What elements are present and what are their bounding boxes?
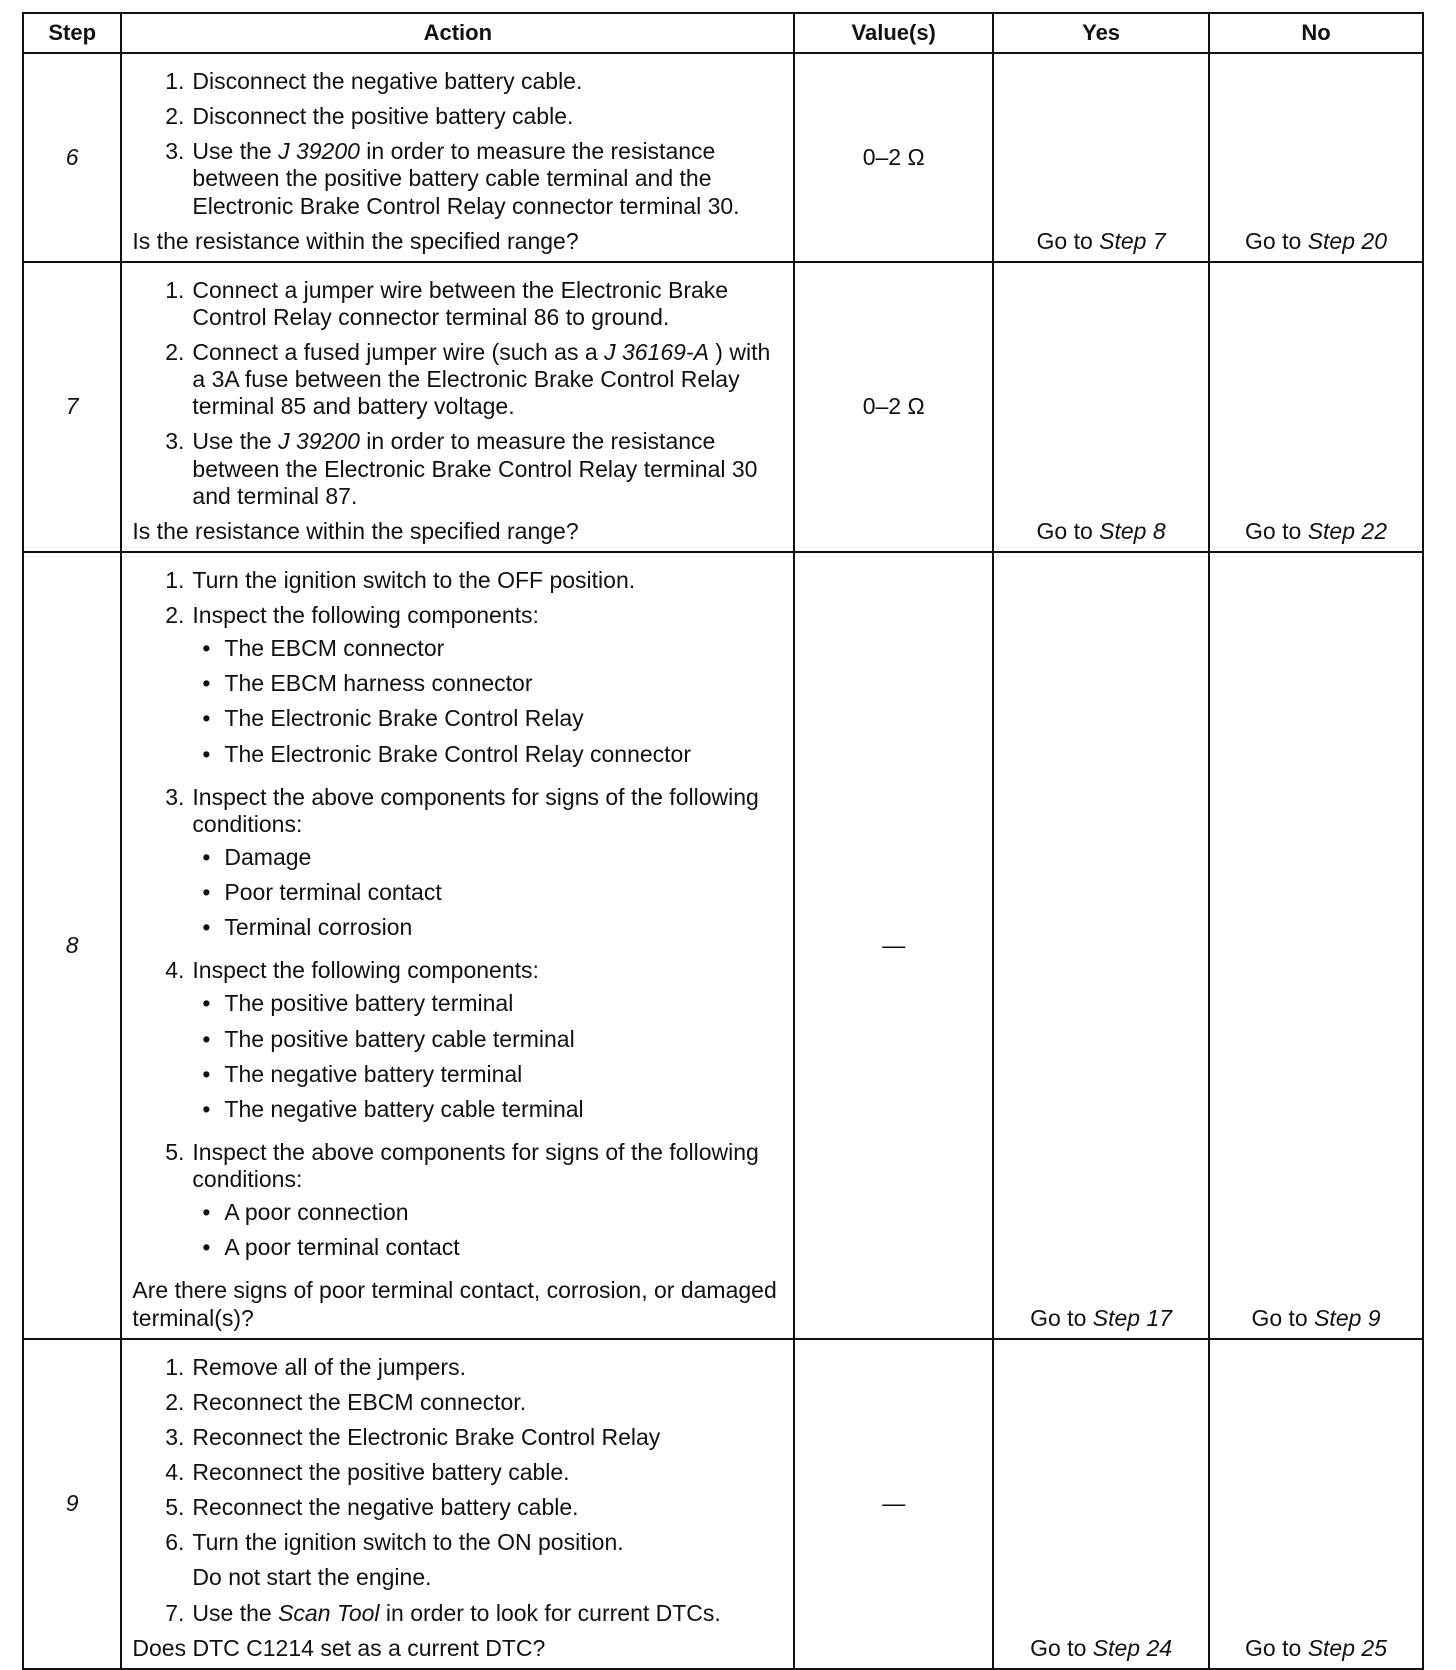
bullet-item: • A poor terminal contact bbox=[202, 1234, 783, 1261]
step-text bbox=[192, 1600, 783, 1627]
yes-cell bbox=[993, 552, 1209, 1339]
step-text bbox=[192, 957, 783, 1131]
step-text bbox=[192, 1389, 783, 1416]
goto-prefix: Go to bbox=[1245, 227, 1308, 254]
text: Reconnect the positive battery cable. bbox=[192, 1459, 570, 1485]
action-step bbox=[132, 1424, 783, 1451]
step-text bbox=[192, 1459, 783, 1486]
text: Disconnect the positive battery cable. bbox=[192, 103, 574, 130]
table-row bbox=[23, 1339, 1423, 1669]
text: Reconnect the Electronic Brake Control Relay bbox=[192, 1423, 661, 1450]
value-cell: — bbox=[794, 552, 993, 1339]
action-step bbox=[132, 567, 783, 594]
step-continuation: Do not start the engine. bbox=[192, 1564, 432, 1591]
bullet-item: • The positive battery cable terminal bbox=[202, 1026, 783, 1053]
table-row bbox=[23, 53, 1423, 262]
step-text bbox=[192, 602, 783, 776]
action-steps bbox=[132, 277, 783, 510]
goto-step-link: Step 17 bbox=[1092, 1304, 1173, 1331]
value-cell: 0–2 Ω bbox=[794, 262, 993, 552]
step-text bbox=[192, 1529, 783, 1591]
action-cell bbox=[121, 1339, 794, 1669]
step-text bbox=[192, 428, 783, 509]
question-text: Is the resistance within the specified range? bbox=[132, 517, 579, 544]
bullet-item: • A poor connection bbox=[202, 1199, 783, 1226]
step-index: 4. bbox=[165, 1459, 185, 1485]
text-pre: Use the bbox=[192, 428, 279, 455]
no-cell bbox=[1209, 53, 1423, 262]
action-step bbox=[132, 428, 783, 509]
value-cell: 0–2 Ω bbox=[794, 53, 993, 262]
action-step bbox=[132, 339, 783, 420]
step-text bbox=[192, 1424, 783, 1451]
step-text bbox=[192, 1494, 783, 1521]
text: Inspect the following components: bbox=[192, 602, 539, 628]
goto-prefix: Go to bbox=[1036, 227, 1100, 254]
text: Turn the ignition switch to the ON position. bbox=[192, 1529, 624, 1556]
step-index: 7. bbox=[165, 1599, 185, 1626]
bullet-item: • The EBCM harness connector bbox=[202, 670, 783, 697]
bullet-item: • The negative battery cable terminal bbox=[202, 1096, 783, 1123]
header-yes: Yes bbox=[993, 13, 1209, 53]
action-step bbox=[132, 103, 783, 130]
header-no: No bbox=[1209, 13, 1423, 53]
yes-cell bbox=[993, 1339, 1209, 1669]
yes-cell bbox=[993, 53, 1209, 262]
tool-name: J 39200 bbox=[278, 138, 360, 165]
bullet-item: • The Electronic Brake Control Relay connector bbox=[202, 741, 783, 768]
goto-prefix: Go to bbox=[1030, 1304, 1093, 1331]
action-step bbox=[132, 602, 783, 776]
bullet-item: • The Electronic Brake Control Relay bbox=[202, 705, 783, 732]
no-cell bbox=[1209, 552, 1423, 1339]
step-text bbox=[192, 567, 783, 594]
goto-prefix: Go to bbox=[1251, 1304, 1315, 1331]
step-index: 2. bbox=[165, 602, 185, 628]
bullet-item: • The positive battery terminal bbox=[202, 990, 783, 1017]
action-steps bbox=[132, 567, 783, 1270]
step-index: 4. bbox=[165, 957, 185, 984]
question-text: Are there signs of poor terminal contact, corrosion, or damaged terminal(s)? bbox=[132, 1277, 777, 1331]
text-pre: Use the bbox=[192, 138, 279, 165]
action-step bbox=[132, 957, 783, 1131]
bullet-list bbox=[192, 635, 783, 768]
action-step bbox=[132, 1529, 783, 1591]
diagnostic-table bbox=[22, 12, 1424, 1670]
action-cell bbox=[121, 53, 794, 262]
header-step: Step bbox=[23, 13, 121, 53]
text: Inspect the above components for signs of the following conditions: bbox=[192, 783, 759, 837]
text-pre: Connect a fused jumper wire (such as a bbox=[192, 339, 605, 365]
text: Connect a jumper wire between the Electronic Brake Control Relay connector terminal 86 to ground. bbox=[192, 276, 729, 330]
step-index: 2. bbox=[165, 339, 185, 365]
action-cell bbox=[121, 552, 794, 1339]
step-number: 6 bbox=[23, 53, 121, 262]
header-action: Action bbox=[121, 13, 794, 53]
action-step bbox=[132, 277, 783, 331]
action-step bbox=[132, 1389, 783, 1416]
step-number: 8 bbox=[23, 552, 121, 1339]
tool-name: J 39200 bbox=[278, 428, 360, 455]
step-index: 3. bbox=[165, 1423, 185, 1450]
action-step bbox=[132, 1494, 783, 1521]
action-step bbox=[132, 1600, 783, 1627]
step-text bbox=[192, 138, 783, 219]
step-index: 1. bbox=[165, 276, 185, 303]
step-index: 3. bbox=[165, 428, 185, 455]
tool-name: Scan Tool bbox=[278, 1599, 380, 1626]
text-post: in order to measure the resistance between the Electronic Brake Control Relay terminal 30 and terminal 87. bbox=[192, 428, 758, 509]
no-cell bbox=[1209, 1339, 1423, 1669]
bullet-list bbox=[192, 990, 783, 1123]
goto-step-link: Step 22 bbox=[1307, 517, 1387, 544]
step-number: 9 bbox=[23, 1339, 121, 1669]
goto-step-link: Step 24 bbox=[1092, 1634, 1173, 1661]
tool-name: J 36169-A bbox=[604, 339, 709, 365]
action-step bbox=[132, 1459, 783, 1486]
step-index: 2. bbox=[165, 1388, 185, 1415]
goto-step-link: Step 8 bbox=[1099, 517, 1166, 544]
goto-prefix: Go to bbox=[1036, 517, 1100, 544]
step-text bbox=[192, 339, 783, 420]
text: Inspect the above components for signs of the following conditions: bbox=[192, 1138, 759, 1192]
text-post: ) with a 3A fuse between the Electronic Brake Control Relay terminal 85 and battery voltage. bbox=[192, 339, 771, 420]
step-index: 6. bbox=[165, 1529, 185, 1556]
action-cell bbox=[121, 262, 794, 552]
table-row bbox=[23, 552, 1423, 1339]
goto-prefix: Go to bbox=[1245, 517, 1308, 544]
step-index: 5. bbox=[165, 1494, 185, 1521]
header-row bbox=[23, 13, 1423, 53]
value-cell: — bbox=[794, 1339, 993, 1669]
step-index: 1. bbox=[165, 1353, 185, 1380]
header-values: Value(s) bbox=[794, 13, 993, 53]
goto-step-link: Step 7 bbox=[1099, 227, 1166, 254]
text: Inspect the following components: bbox=[192, 957, 539, 984]
step-text bbox=[192, 103, 783, 130]
action-steps bbox=[132, 1354, 783, 1627]
text: Disconnect the negative battery cable. bbox=[192, 68, 583, 94]
bullet-item: • Terminal corrosion bbox=[202, 914, 783, 941]
step-index: 2. bbox=[165, 103, 185, 130]
text-post: in order to measure the resistance between the positive battery cable terminal and the Electronic Brake Control Relay connector terminal 30. bbox=[192, 138, 740, 219]
goto-prefix: Go to bbox=[1030, 1634, 1093, 1661]
action-steps bbox=[132, 68, 783, 220]
goto-prefix: Go to bbox=[1245, 1634, 1308, 1661]
goto-step-link: Step 20 bbox=[1307, 227, 1387, 254]
bullet-item: • The EBCM connector bbox=[202, 635, 783, 662]
step-text bbox=[192, 1139, 783, 1270]
step-number: 7 bbox=[23, 262, 121, 552]
step-index: 3. bbox=[165, 138, 185, 165]
action-step bbox=[132, 68, 783, 95]
yes-cell bbox=[993, 262, 1209, 552]
step-index: 1. bbox=[165, 68, 185, 94]
bullet-list bbox=[192, 1199, 783, 1261]
text-post: in order to look for current DTCs. bbox=[379, 1599, 721, 1626]
text-pre: Use the bbox=[192, 1599, 279, 1626]
step-index: 3. bbox=[165, 783, 185, 810]
no-cell bbox=[1209, 262, 1423, 552]
bullet-item: • Poor terminal contact bbox=[202, 879, 783, 906]
text: Reconnect the negative battery cable. bbox=[192, 1494, 579, 1521]
text: Turn the ignition switch to the OFF position. bbox=[192, 566, 636, 593]
table-row bbox=[23, 262, 1423, 552]
text: Remove all of the jumpers. bbox=[192, 1353, 466, 1380]
step-index: 5. bbox=[165, 1138, 185, 1165]
bullet-item: • The negative battery terminal bbox=[202, 1061, 783, 1088]
bullet-list bbox=[192, 844, 783, 941]
action-step bbox=[132, 784, 783, 950]
action-step bbox=[132, 138, 783, 219]
step-text bbox=[192, 277, 783, 331]
action-step bbox=[132, 1354, 783, 1381]
bullet-item: • Damage bbox=[202, 844, 783, 871]
question-text: Is the resistance within the specified range? bbox=[132, 227, 579, 254]
step-index: 1. bbox=[165, 566, 185, 593]
text: Reconnect the EBCM connector. bbox=[192, 1388, 527, 1415]
step-text bbox=[192, 68, 783, 95]
question-text: Does DTC C1214 set as a current DTC? bbox=[132, 1634, 546, 1661]
action-step bbox=[132, 1139, 783, 1270]
goto-step-link: Step 25 bbox=[1307, 1634, 1387, 1661]
goto-step-link: Step 9 bbox=[1314, 1304, 1381, 1331]
step-text bbox=[192, 1354, 783, 1381]
step-text bbox=[192, 784, 783, 950]
